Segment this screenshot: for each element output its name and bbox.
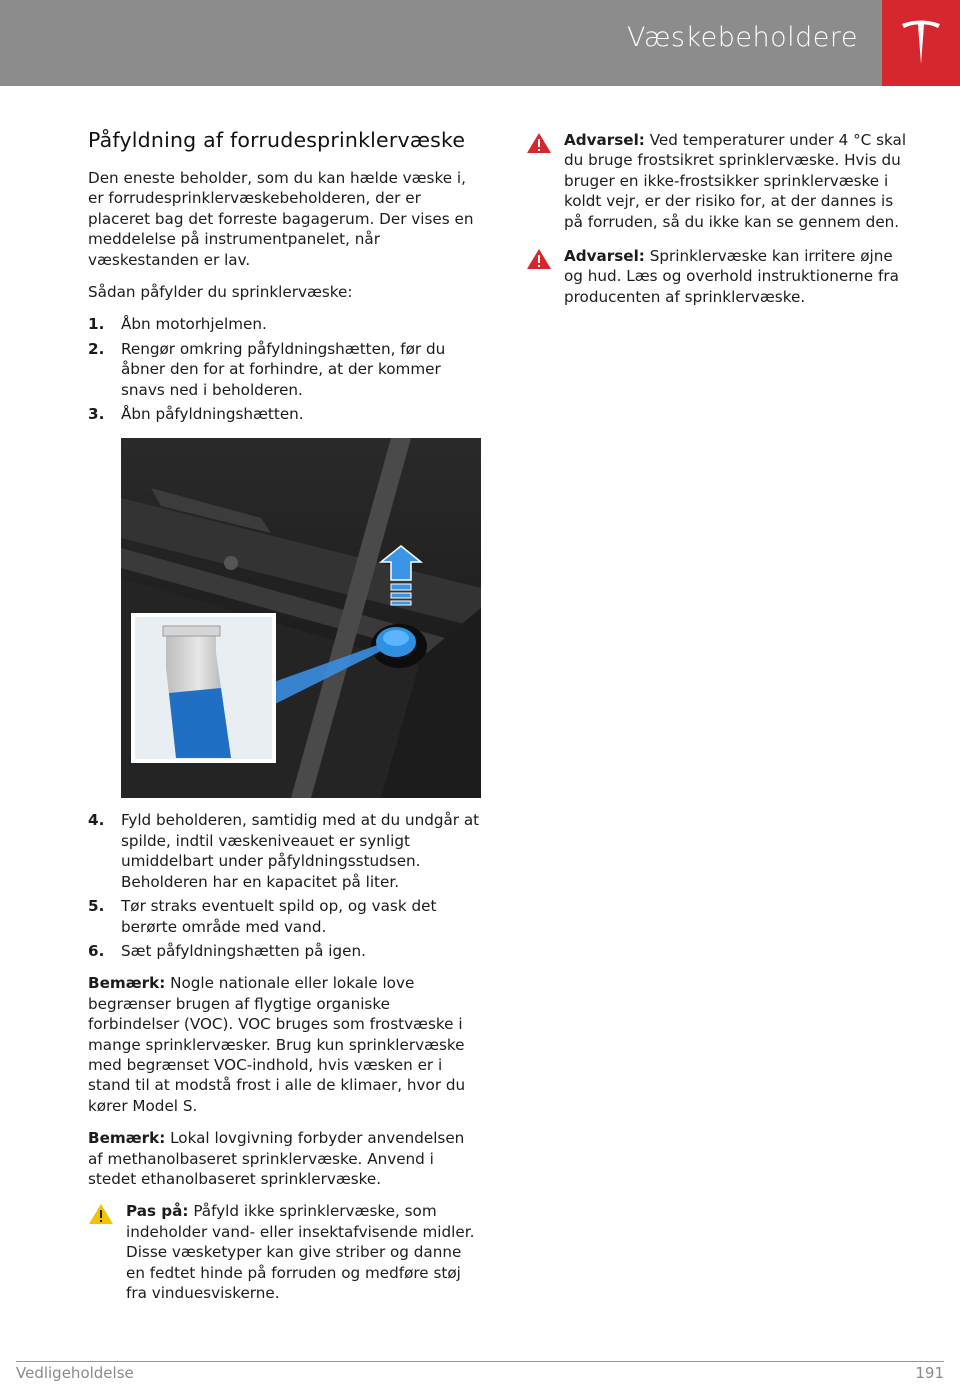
intro-paragraph: Den eneste beholder, som du kan hælde væske i, er forrudesprinklervæskebeholderen, der er placeret bag det forreste bagagerum. Der vises en meddelelse på instrumentpanelet, når væskestanden er lav. [88,169,474,269]
warning-callout: Advarsel: Ved temperaturer under 4 °C skal du bruge frostsikret sprinklervæske. Hvis du bruger en ikke-frostsikker sprinklervæske i koldt vejr, er der risiko for, at der dannes is på forruden, så du ikke kan se gennem den. [526,130,916,232]
section-heading: Påfyldning af forrudesprinklervæske [88,128,466,152]
footer-rule [16,1361,944,1362]
warning-icon [526,248,552,270]
logo-badge [882,0,960,86]
page-number: 191 [915,1364,944,1382]
page-title: Væskebeholdere [627,22,858,53]
page-header [0,0,960,86]
list-item: 1. Åbn motorhjelmen. [88,315,267,334]
list-item: 3. Åbn påfyldningshætten. [88,405,304,424]
warning-callout: Advarsel: Sprinklervæske kan irritere øjne og hud. Læs og overhold instruktionerne fra producenten af sprinklervæske. [526,246,916,307]
caution-icon [88,1203,114,1225]
steps-list-a [88,314,480,424]
left-column [88,128,480,1317]
list-item: 6. Sæt påfyldningshætten på igen. [88,941,366,960]
list-item: 2. Rengør omkring påfyldningshætten, før du åbner den for at forhindre, at der kommer snavs ned i beholderen. [88,339,446,399]
list-item: 4. Fyld beholderen, samtidig med at du undgår at spilde, indtil væskeniveauet er synligt umiddelbart under påfyldningsstudsen. Beholderen har en kapacitet på liter. [88,811,480,891]
footer-section: Vedligeholdelse [16,1364,134,1382]
caution-callout: Pas på: Påfyld ikke sprinklervæske, som indeholder vand- eller insektafvisende midler. Disse væsketyper kan give striber og danne en fedtet hinde på forruden og medføre støj fra vinduesviskerne. [88,1201,480,1303]
tesla-logo-icon [900,18,942,66]
note-voc: Bemærk: Nogle nationale eller lokale love begrænser brugen af flygtige organiske forbindelser (VOC). VOC bruges som frostvæske i mange sprinklervæsker. Brug kun sprinklervæske med begrænset VOC-indhold, hvis væsken er i stand til at modstå frost i alle de klimaer, hvor du kører Model S. [88,974,466,1115]
list-item: 5. Tør straks eventuelt spild op, og vask det berørte område med vand. [88,897,437,936]
steps-list-b [88,810,480,961]
warning-icon [526,132,552,154]
lead-paragraph: Sådan påfylder du sprinklervæske: [88,283,353,302]
filler-cap-illustration [121,438,481,798]
right-column [526,130,916,321]
note-methanol: Bemærk: Lokal lovgivning forbyder anvendelsen af methanolbaseret sprinklervæske. Anvend i stedet ethanolbaseret sprinklervæske. [88,1129,465,1188]
